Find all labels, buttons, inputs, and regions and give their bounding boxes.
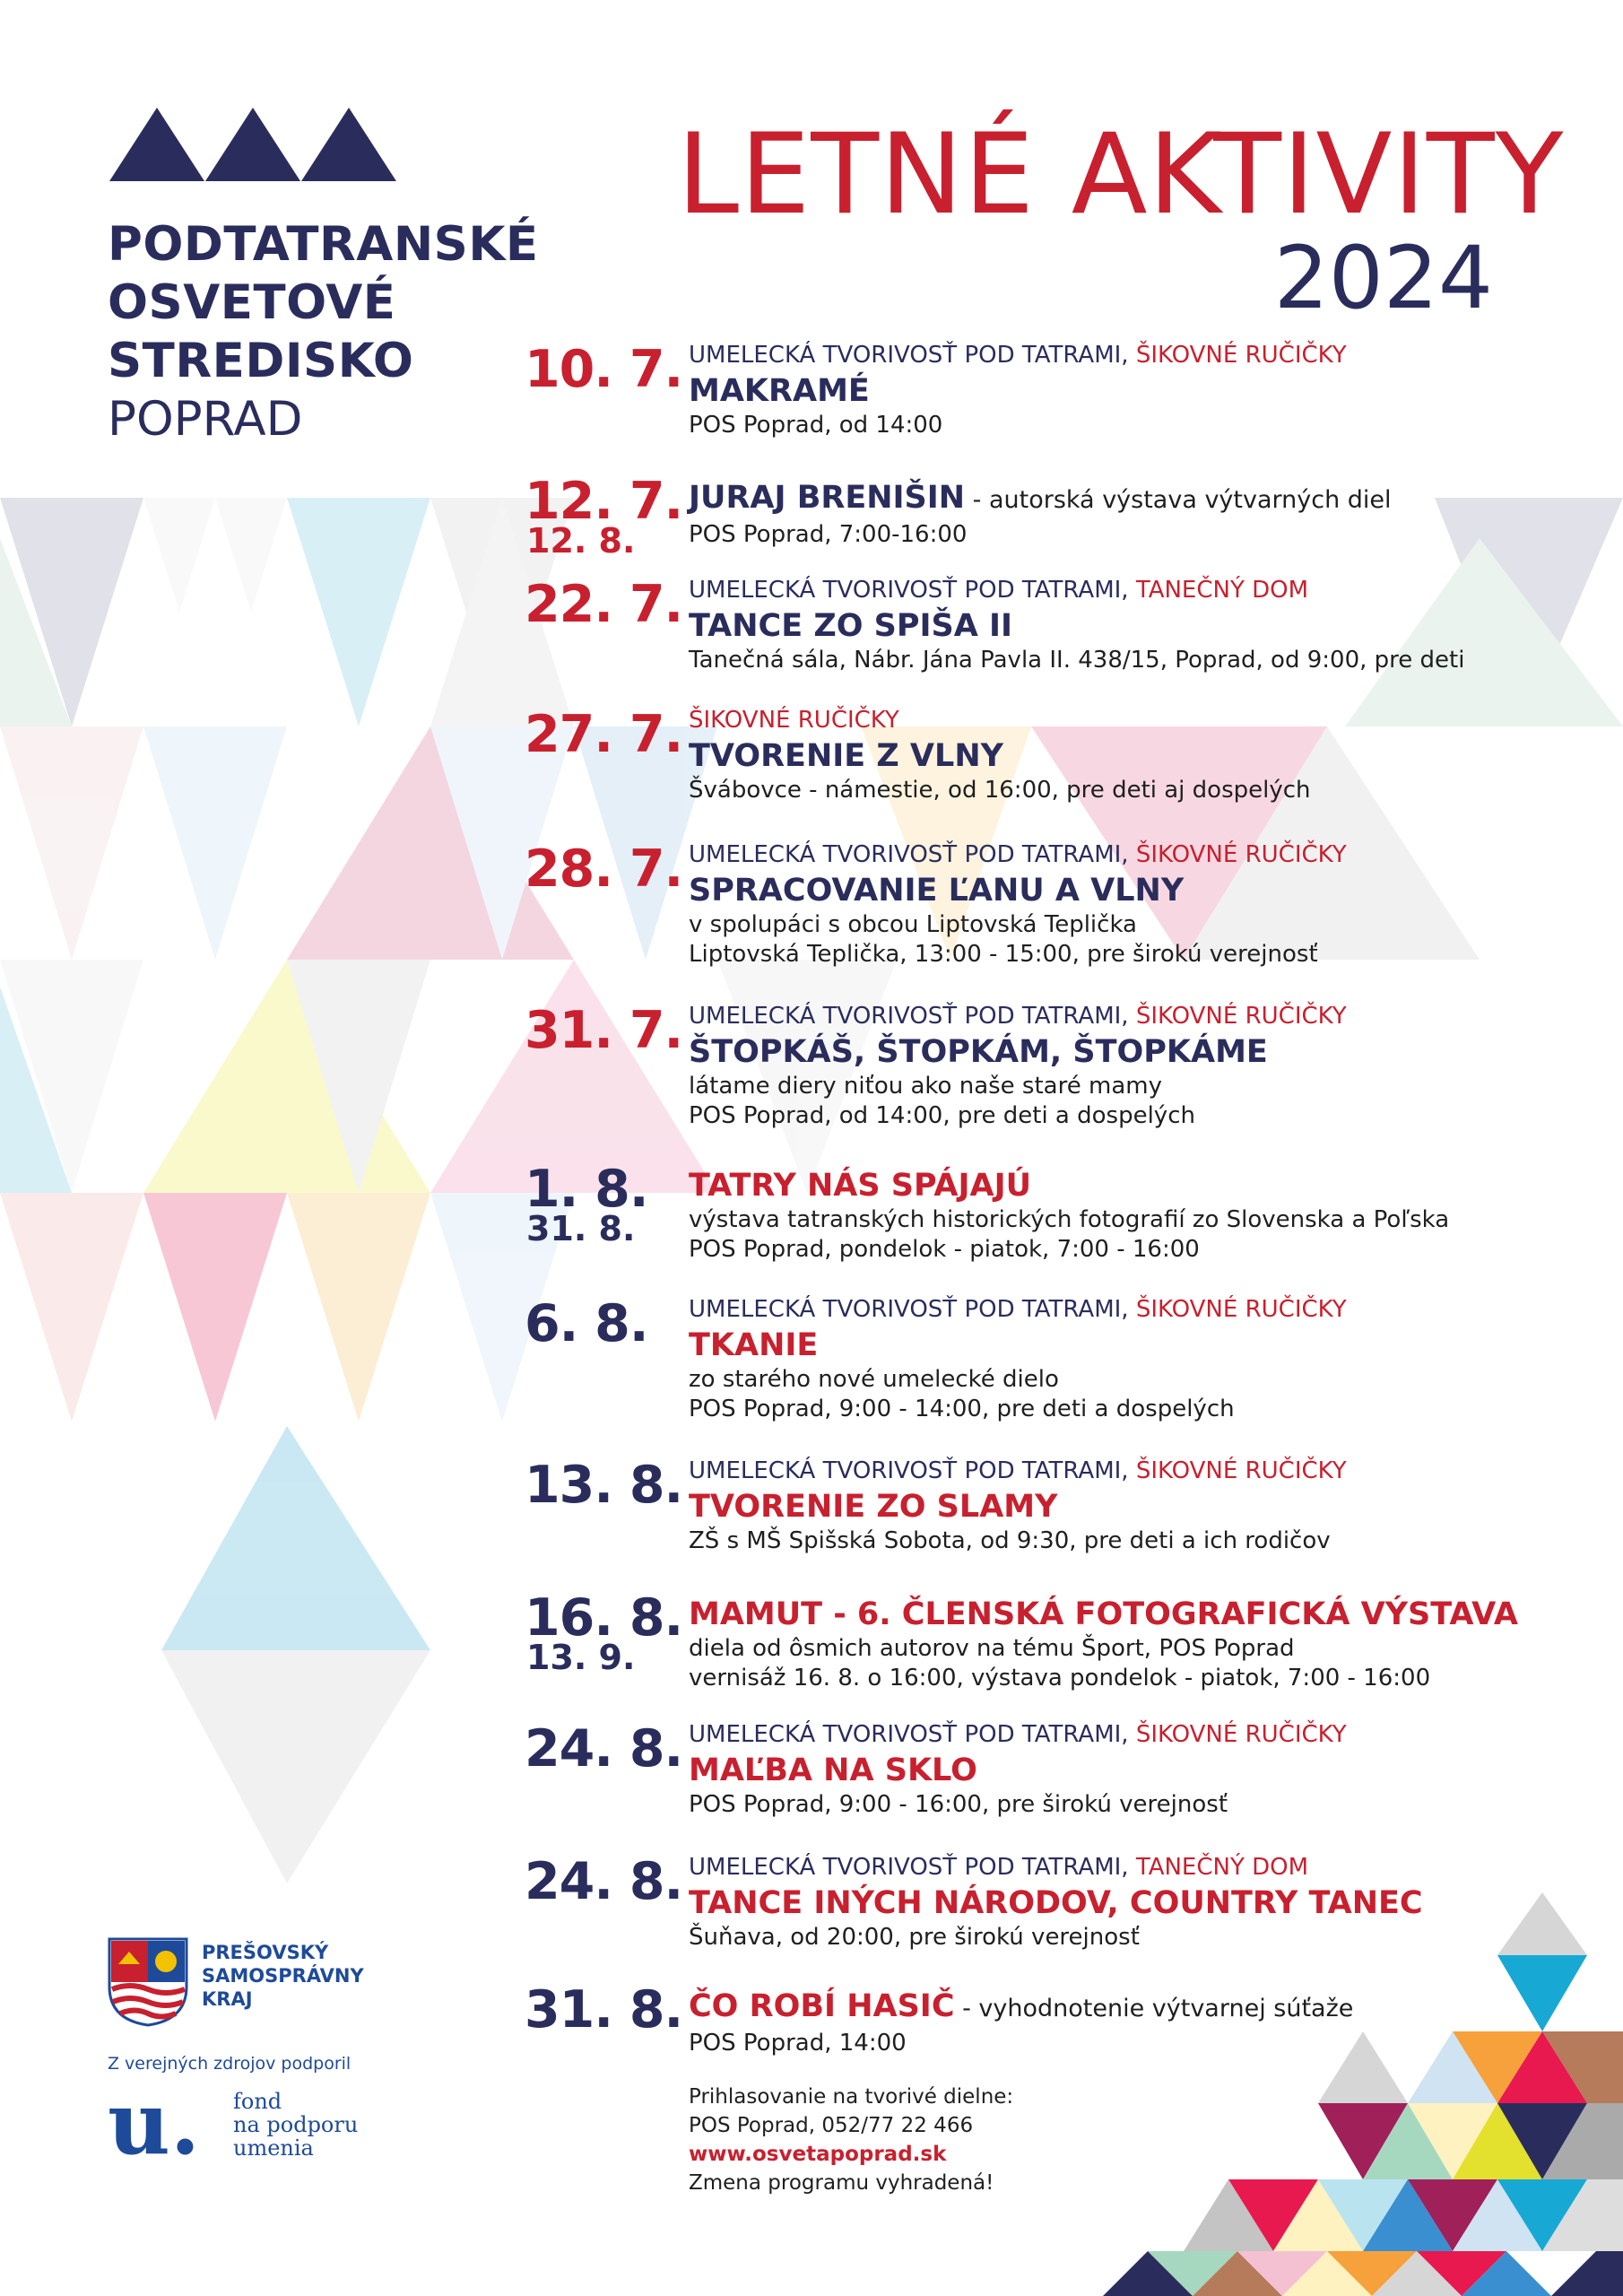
event-details: [689, 339, 1594, 440]
event-title: [689, 1487, 1594, 1526]
event-title: [689, 478, 1594, 520]
event-title: [689, 371, 1594, 411]
event-end-date: 12. 8.: [526, 521, 636, 561]
website-link[interactable]: www.osvetapoprad.sk: [689, 2143, 947, 2166]
event-title-text: TANCE INÝCH NÁRODOV, COUNTRY TANEC: [689, 1885, 1423, 1921]
arts-fund-name-line: fond: [233, 2089, 282, 2114]
event-category-main: UMELECKÁ TVORIVOSŤ POD TATRAMI,: [689, 577, 1136, 604]
event-title-text: TVORENIE Z VLNY: [689, 738, 1003, 774]
event-date: 22. 7.: [525, 575, 683, 634]
event-title-text: TVORENIE ZO SLAMY: [689, 1489, 1058, 1525]
event-details: [689, 1851, 1594, 1952]
title-year: 2024: [1273, 228, 1493, 328]
event-category-main: UMELECKÁ TVORIVOSŤ POD TATRAMI,: [689, 342, 1136, 369]
arts-fund-logo: [108, 2054, 359, 2174]
event-details: [689, 1455, 1594, 1556]
event-date: 28. 7.: [525, 839, 683, 899]
registration-phone: POS Poprad, 052/77 22 466: [689, 2114, 974, 2137]
event-title-text: TKANIE: [689, 1327, 819, 1363]
funding-caption: Z verejných zdrojov podporil: [108, 2054, 352, 2074]
arts-fund-name-line: umenia: [233, 2135, 314, 2161]
event-date: 10. 7.: [525, 340, 683, 399]
event-category: [689, 1851, 1594, 1883]
region-name-line: SAMOSPRÁVNY: [202, 1965, 364, 1987]
event-title: [689, 1166, 1594, 1205]
arts-fund-mark: u.: [108, 2073, 201, 2174]
event-detail-line: POS Poprad, 14:00: [689, 2030, 907, 2057]
event-title-text: MAĽBA NA SKLO: [689, 1752, 977, 1788]
event-title-text: JURAJ BRENIŠIN: [689, 480, 966, 516]
event-category: [689, 339, 1594, 371]
event-detail-line: ZŠ s MŠ Spišská Sobota, od 9:30, pre deti a ich rodičov: [689, 1527, 1331, 1554]
event-title-text: MAKRAMÉ: [689, 373, 870, 409]
event-title-suffix: - vyhodnotenie výtvarnej súťaže: [954, 1995, 1354, 2022]
event-category-sub: ŠIKOVNÉ RUČIČKY: [1135, 1457, 1347, 1484]
event-title: [689, 606, 1594, 646]
event-category: [689, 704, 1594, 736]
event-date: 1. 8.: [525, 1160, 648, 1219]
event-details: [689, 704, 1594, 805]
event-date: 16. 8.: [525, 1588, 683, 1648]
event-title: [689, 1595, 1594, 1634]
event-detail-line: POS Poprad, 9:00 - 16:00, pre širokú verejnosť: [689, 1791, 1228, 1818]
event-details: [689, 574, 1594, 675]
event-title: [689, 1326, 1594, 1365]
event-title-text: TATRY NÁS SPÁJAJÚ: [689, 1168, 1032, 1204]
event-detail-line: Švábovce - námestie, od 16:00, pre deti aj dospelých: [689, 777, 1311, 804]
event-category-main: UMELECKÁ TVORIVOSŤ POD TATRAMI,: [689, 1003, 1136, 1030]
event-category-sub: ŠIKOVNÉ RUČIČKY: [1135, 1296, 1347, 1323]
organization-name: [108, 215, 539, 448]
event-date: 31. 7.: [525, 1001, 683, 1060]
event-date: 13. 8.: [525, 1456, 683, 1515]
event-category-main: UMELECKÁ TVORIVOSŤ POD TATRAMI,: [689, 1296, 1136, 1323]
event-detail-line: výstava tatranských historických fotografií zo Slovenska a Poľska: [689, 1206, 1450, 1233]
event-detail-line: POS Poprad, od 14:00: [689, 412, 943, 439]
event-category: [689, 1000, 1594, 1032]
event-category: [689, 1293, 1594, 1326]
event-category-sub: ŠIKOVNÉ RUČIČKY: [689, 707, 899, 734]
event-details: [689, 1293, 1594, 1424]
event-detail-line: Šuňava, od 20:00, pre širokú verejnosť: [689, 1924, 1140, 1951]
event-title: [689, 1751, 1594, 1790]
event-end-date: 13. 9.: [526, 1638, 636, 1677]
event-title: [689, 1032, 1594, 1072]
event-detail-line: diela od ôsmich autorov na tému Šport, POS Poprad: [689, 1635, 1295, 1662]
event-title-text: ČO ROBÍ HASIČ: [689, 1988, 955, 2024]
event-date: 24. 8.: [525, 1852, 683, 1911]
event-category-sub: ŠIKOVNÉ RUČIČKY: [1135, 342, 1347, 369]
event-detail-line: Tanečná sála, Nábr. Jána Pavla II. 438/15, Poprad, od 9:00, pre deti: [689, 647, 1465, 674]
event-title: [689, 871, 1594, 910]
registration-info: [689, 2083, 1013, 2197]
event-category-main: UMELECKÁ TVORIVOSŤ POD TATRAMI,: [689, 1854, 1136, 1881]
event-title: [689, 736, 1594, 776]
event-details: [689, 1166, 1594, 1265]
event-detail-line: Liptovská Teplička, 13:00 - 15:00, pre širokú verejnosť: [689, 941, 1318, 968]
event-title: [689, 1987, 1594, 2029]
event-title-text: SPRACOVANIE ĽANU A VLNY: [689, 873, 1185, 909]
event-detail-line: POS Poprad, 9:00 - 14:00, pre deti a dospelých: [689, 1396, 1235, 1422]
event-details: [689, 839, 1594, 970]
event-detail-line: v spolupáci s obcou Liptovská Teplička: [689, 911, 1137, 938]
event-detail-line: POS Poprad, pondelok - piatok, 7:00 - 16:00: [689, 1236, 1200, 1263]
event-details: [689, 1718, 1594, 1820]
event-detail-line: POS Poprad, 7:00-16:00: [689, 521, 968, 548]
event-detail-line: zo starého nové umelecké dielo: [689, 1366, 1059, 1393]
event-date: 24. 8.: [525, 1719, 683, 1779]
event-details: [689, 478, 1594, 550]
event-details: [689, 1987, 1594, 2058]
region-name-line: PREŠOVSKÝ: [202, 1942, 329, 1963]
event-category: [689, 1455, 1594, 1487]
program-change-note: Zmena programu vyhradená!: [689, 2171, 994, 2195]
event-end-date: 31. 8.: [526, 1209, 636, 1248]
event-category: [689, 1718, 1594, 1751]
event-category-sub: ŠIKOVNÉ RUČIČKY: [1135, 1721, 1347, 1748]
event-details: [689, 1000, 1594, 1131]
event-date: 27. 7.: [525, 705, 683, 764]
event-detail-line: POS Poprad, od 14:00, pre deti a dospelých: [689, 1102, 1195, 1129]
event-category-sub: ŠIKOVNÉ RUČIČKY: [1135, 1003, 1347, 1030]
event-category-main: UMELECKÁ TVORIVOSŤ POD TATRAMI,: [689, 1721, 1136, 1748]
event-title-text: MAMUT - 6. ČLENSKÁ FOTOGRAFICKÁ VÝSTAVA: [689, 1596, 1518, 1632]
org-name-line: STREDISKO: [108, 334, 414, 388]
poster-title: [677, 110, 1565, 328]
event-category: [689, 574, 1594, 606]
event-title-text: TANCE ZO SPIŠA II: [689, 608, 1013, 644]
event-details: [689, 1595, 1594, 1693]
registration-label: Prihlasovanie na tvorivé dielne:: [689, 2085, 1014, 2109]
event-category-main: UMELECKÁ TVORIVOSŤ POD TATRAMI,: [689, 1457, 1136, 1484]
coat-of-arms-icon: [108, 1937, 188, 2027]
event-category-main: UMELECKÁ TVORIVOSŤ POD TATRAMI,: [689, 841, 1136, 868]
org-city: POPRAD: [108, 392, 303, 447]
region-name-line: KRAJ: [202, 1988, 253, 2010]
title-text: LETNÉ AKTIVITY: [677, 110, 1565, 239]
event-title-suffix: - autorská výstava výtvarných diel: [965, 486, 1392, 514]
org-name-line: OSVETOVÉ: [108, 275, 396, 330]
org-name-line: PODTATRANSKÉ: [108, 217, 539, 272]
event-category-sub: TANEČNÝ DOM: [1135, 1854, 1309, 1881]
arts-fund-name-line: na podporu: [233, 2112, 359, 2137]
event-detail-line: látame diery niťou ako naše staré mamy: [689, 1073, 1162, 1100]
event-date: 12. 7.: [525, 472, 683, 531]
event-title: [689, 1883, 1594, 1923]
event-category: [689, 839, 1594, 871]
event-title-text: ŠTOPKÁŠ, ŠTOPKÁM, ŠTOPKÁME: [689, 1034, 1268, 1070]
event-category-sub: TANEČNÝ DOM: [1135, 577, 1309, 604]
event-date: 6. 8.: [525, 1294, 648, 1353]
event-date: 31. 8.: [525, 1980, 683, 2039]
event-detail-line: vernisáž 16. 8. o 16:00, výstava pondelok - piatok, 7:00 - 16:00: [689, 1665, 1431, 1692]
pos-logo-mountains-icon: [109, 108, 396, 181]
event-category-sub: ŠIKOVNÉ RUČIČKY: [1135, 841, 1347, 868]
